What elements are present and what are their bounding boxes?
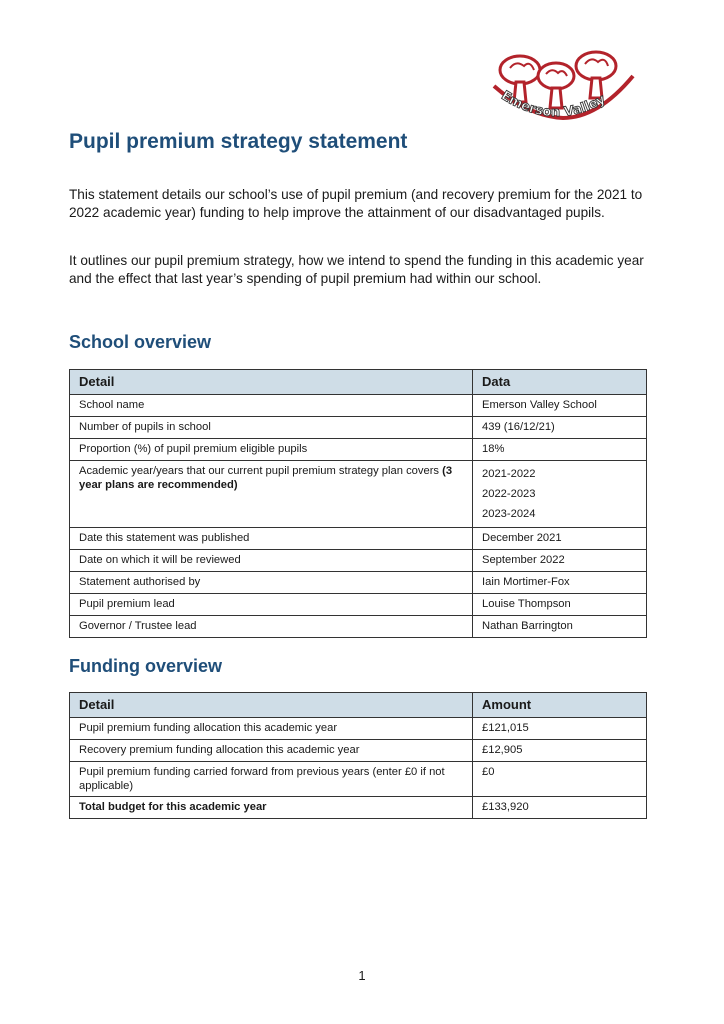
emerson-valley-logo [488, 46, 638, 136]
table-row [70, 594, 647, 616]
row-value: 18% [473, 439, 647, 461]
table-row [70, 461, 647, 528]
row-value: £12,905 [473, 740, 647, 762]
school-overview-table [69, 369, 647, 638]
intro-paragraph-1: This statement details our school’s use of pupil premium (and recovery premium for the 2021 to 2022 academic year) funding to help improve the attainment of our disadvantaged pupils. [69, 187, 643, 220]
row-label: Date this statement was published [70, 528, 473, 550]
table-header-data: Data [473, 370, 647, 395]
row-label: Statement authorised by [70, 572, 473, 594]
row-value: 439 (16/12/21) [473, 417, 647, 439]
row-value: £121,015 [473, 718, 647, 740]
table-row [70, 718, 647, 740]
table-row [70, 395, 647, 417]
table-header-row [70, 693, 647, 718]
row-value: Emerson Valley School [473, 395, 647, 417]
row-label-text: Academic year/years that our current pupil premium strategy plan covers [79, 465, 443, 477]
row-label: Date on which it will be reviewed [70, 550, 473, 572]
total-value: £133,920 [473, 797, 647, 819]
total-label: Total budget for this academic year [70, 797, 473, 819]
row-label: Recovery premium funding allocation this academic year [70, 740, 473, 762]
academic-year-1: 2021-2022 [482, 468, 536, 480]
intro-paragraph-2: It outlines our pupil premium strategy, how we intend to spend the funding in this academic year and the effect that last year’s spending of pupil premium had within our school. [69, 253, 644, 286]
academic-year-2: 2022-2023 [482, 488, 536, 500]
row-value: Louise Thompson [473, 594, 647, 616]
funding-overview-heading: Funding overview [69, 656, 223, 676]
funding-overview-table [69, 692, 647, 819]
row-value [473, 461, 647, 528]
table-row [70, 417, 647, 439]
table-header-amount: Amount [473, 693, 647, 718]
academic-year-3: 2023-2024 [482, 508, 536, 520]
row-label: Pupil premium funding allocation this academic year [70, 718, 473, 740]
table-header-detail: Detail [70, 693, 473, 718]
page-title: Pupil premium strategy statement [69, 130, 408, 153]
table-row [70, 439, 647, 461]
row-label: Pupil premium lead [70, 594, 473, 616]
row-label [70, 461, 473, 528]
row-label: Number of pupils in school [70, 417, 473, 439]
row-label: Governor / Trustee lead [70, 616, 473, 638]
school-overview-heading: School overview [69, 332, 212, 352]
table-row [70, 740, 647, 762]
row-label: Pupil premium funding carried forward from previous years (enter £0 if not applicable) [70, 762, 473, 797]
row-label: School name [70, 395, 473, 417]
table-row [70, 528, 647, 550]
table-row [70, 550, 647, 572]
page-number: 1 [358, 968, 366, 983]
row-label-emphasis: (3 year plans are recommended) [79, 465, 453, 491]
table-row [70, 762, 647, 797]
table-header-row [70, 370, 647, 395]
row-value: Nathan Barrington [473, 616, 647, 638]
logo-text-valley: Valley [563, 92, 609, 120]
logo-text-emerson: Emerson [498, 88, 561, 121]
row-value: December 2021 [473, 528, 647, 550]
table-row [70, 797, 647, 819]
row-value: September 2022 [473, 550, 647, 572]
table-row [70, 616, 647, 638]
row-value: £0 [473, 762, 647, 797]
table-header-detail: Detail [70, 370, 473, 395]
row-value: Iain Mortimer-Fox [473, 572, 647, 594]
table-row [70, 572, 647, 594]
row-label: Proportion (%) of pupil premium eligible pupils [70, 439, 473, 461]
